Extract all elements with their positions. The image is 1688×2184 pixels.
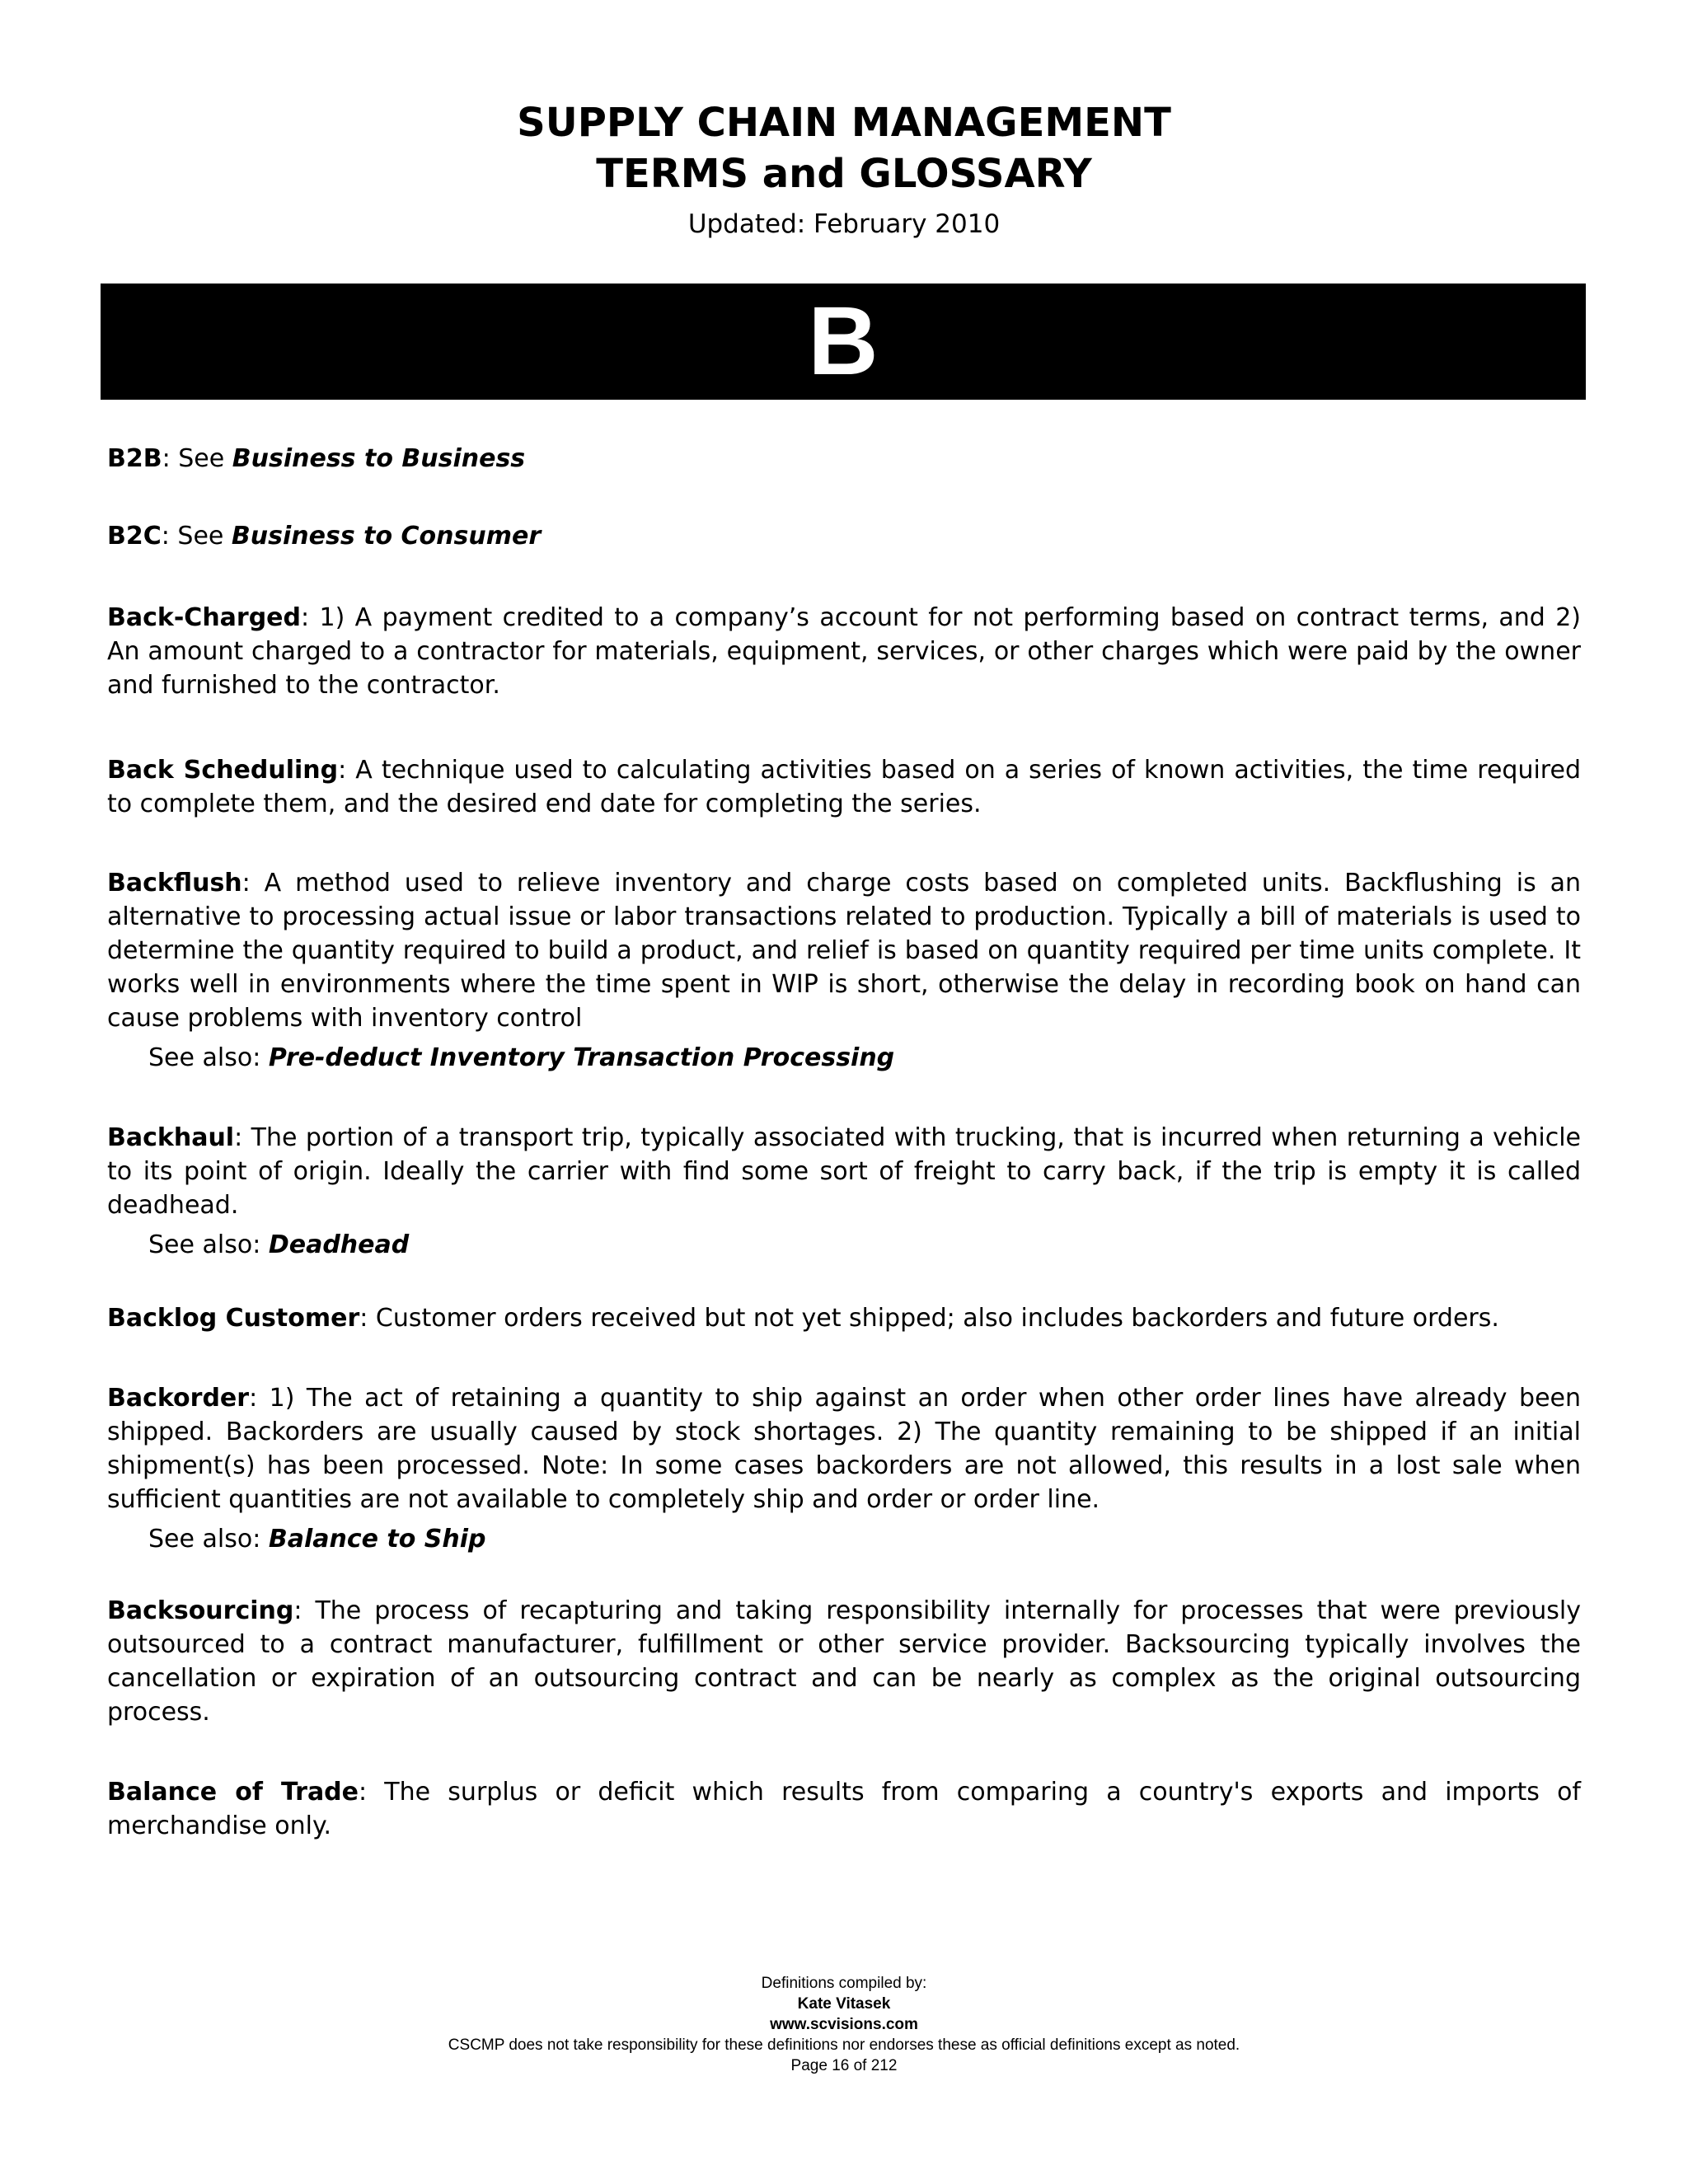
entry-definition: : The portion of a transport trip, typically associated with trucking, that is incurred when returning a vehicle to its point of origin. Ideally the carrier with find some sort of freight to carry back, if the trip is empty it is called deadhead.: [107, 1123, 1581, 1220]
footer-disclaimer: CSCMP does not take responsibility for these definitions nor endorses these as official definitions except as noted.: [448, 2036, 1240, 2054]
glossary-entry-b2c: [107, 519, 1581, 553]
glossary-entries: [107, 437, 1581, 1843]
glossary-entry-backhaul: [107, 1121, 1581, 1222]
glossary-entry-b2b: [107, 442, 1581, 476]
footer-page-number: Page 16 of 212: [790, 2057, 898, 2074]
document-title-line-1: SUPPLY CHAIN MANAGEMENT: [517, 100, 1171, 146]
entry-cross-reference: Business to Business: [232, 444, 526, 473]
see-also-label: See also:: [148, 1230, 269, 1259]
entry-cross-reference: Business to Consumer: [231, 522, 542, 551]
see-also-reference: Deadhead: [268, 1230, 410, 1259]
document-title-line-2: TERMS and GLOSSARY: [596, 151, 1092, 197]
entry-definition: : A technique used to calculating activities based on a series of known activities, the time required to complete them, and the desired end date for completing the series.: [107, 756, 1581, 818]
entry-term: Back-Charged: [107, 603, 302, 632]
entry-term: Balance of Trade: [107, 1778, 359, 1807]
glossary-entry-backlog-customer: [107, 1301, 1581, 1335]
entry-term: Backhaul: [107, 1123, 235, 1152]
see-also-reference: Balance to Ship: [268, 1525, 486, 1554]
entry-definition: : 1) The act of retaining a quantity to ship against an order when other order lines have already been shipped. Backorders are usually caused by stock shortages. 2) The quantity remaining to be shipped if an initial shipment(s) has been processed. Note: In some cases backorders are not allowed, this results in a lost sale when sufficient quantities are not available to completely ship and order or order line.: [107, 1384, 1581, 1514]
entry-definition: : Customer orders received but not yet shipped; also includes backorders and future orders.: [359, 1304, 1499, 1333]
entry-definition: : The process of recapturing and taking responsibility internally for processes that were previously outsourced to a contract manufacturer, fulfillment or other service provider. Backsourcing typically involves the cancellation or expiration of an outsourcing contract and can be nearly as complex as the original outsourcing process.: [107, 1596, 1581, 1727]
see-also-line: [148, 1521, 1581, 1558]
updated-date: Updated: February 2010: [687, 209, 1001, 239]
glossary-entry-back-scheduling: [107, 753, 1581, 821]
entry-term: B2C: [107, 522, 162, 551]
entry-term: Back Scheduling: [107, 756, 339, 785]
see-also-line: [148, 1227, 1581, 1263]
entry-term: Backorder: [107, 1384, 250, 1413]
entry-separator: : See: [161, 522, 232, 551]
see-also-reference: Pre-deduct Inventory Transaction Processing: [268, 1043, 895, 1072]
entry-term: B2B: [107, 444, 162, 473]
page-header: [0, 97, 1688, 242]
glossary-entry-backorder: [107, 1381, 1581, 1516]
glossary-entry-back-charged: [107, 601, 1581, 702]
footer-compiled-by: Definitions compiled by:: [761, 1975, 927, 1992]
entry-definition: : A method used to relieve inventory and charge costs based on completed units. Backflushing is an alternative to processing actual issue or labor transactions related to production. Typically a bill of materials is used to determine the quantity required to build a product, and relief is based on quantity required per time units complete. It works well in environments where the time spent in WIP is short, otherwise the delay in recording book on hand can cause problems with inventory control: [107, 869, 1581, 1033]
footer-website: www.scvisions.com: [770, 2016, 918, 2033]
entry-term: Backflush: [107, 869, 242, 898]
page-footer: [0, 1973, 1688, 2076]
entry-separator: : See: [162, 444, 232, 473]
glossary-entry-backsourcing: [107, 1594, 1581, 1729]
entry-term: Backlog Customer: [107, 1304, 360, 1333]
entry-term: Backsourcing: [107, 1596, 294, 1625]
footer-author: Kate Vitasek: [797, 1995, 891, 2013]
entry-definition: : The surplus or deficit which results from comparing a country's exports and imports of merchandise only.: [107, 1778, 1581, 1840]
entry-definition: : 1) A payment credited to a company’s account for not performing based on contract terms, and 2) An amount charged to a contractor for materials, equipment, services, or other charges which were paid by the owner and furnished to the contractor.: [107, 603, 1581, 700]
section-letter-banner: B: [101, 284, 1586, 400]
glossary-entry-balance-of-trade: [107, 1775, 1581, 1843]
see-also-line: [148, 1040, 1581, 1076]
see-also-label: See also:: [148, 1525, 269, 1554]
see-also-label: See also:: [148, 1043, 269, 1072]
glossary-entry-backflush: [107, 866, 1581, 1035]
